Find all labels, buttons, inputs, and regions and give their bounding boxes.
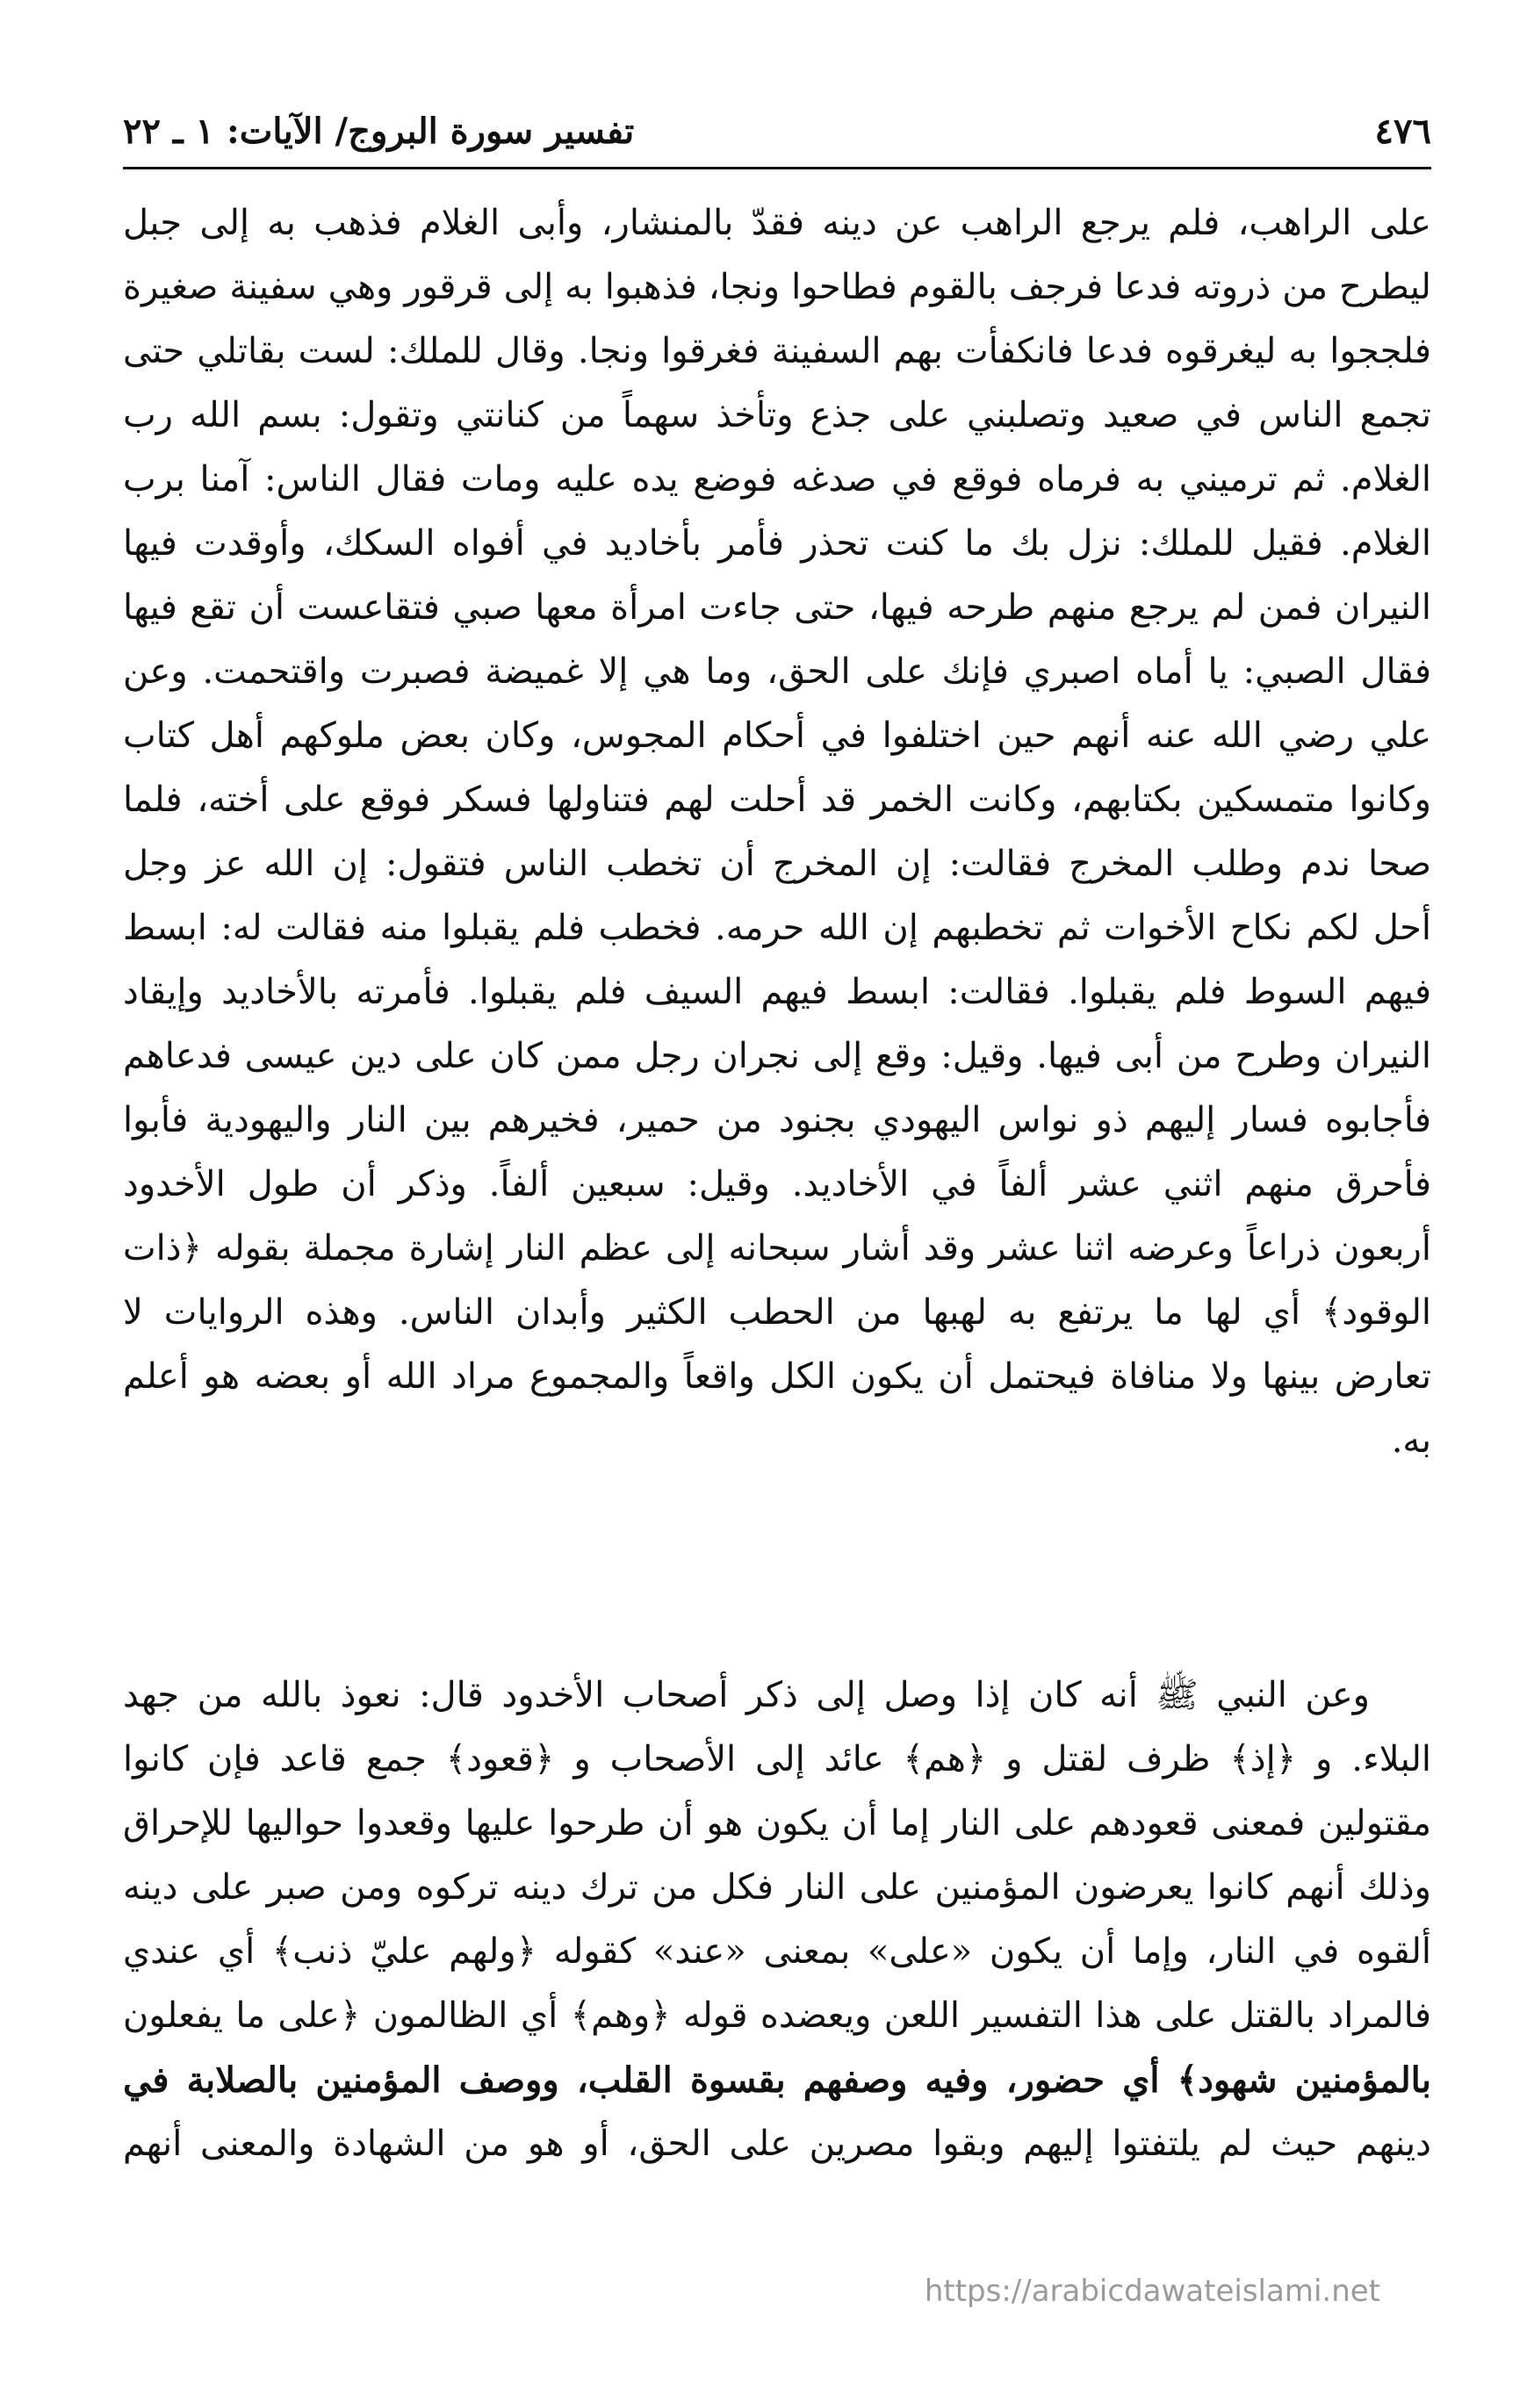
page-number: ٤٧٦ — [1374, 111, 1431, 152]
text-line: فقال الصبي: يا أماه اصبري فإنك على الحق، وما هي إلا غميضة فصبرت واقتحمت. وعن — [123, 651, 1431, 692]
text-line: فأجابوه فسار إليهم ذو نواس اليهودي بجنود من حمير، فخيرهم بين النار واليهودية فأبوا — [123, 1100, 1431, 1140]
text-line: وعن النبي ﷺ أنه كان إذا وصل إلى ذكر أصحاب الأخدود قال: نعوذ بالله من جهد — [123, 1675, 1370, 1715]
text-line: فلججوا به ليغرقوه فدعا فانكفأت بهم السفينة فغرقوا ونجا. وقال للملك: لست بقاتلي حتى — [123, 331, 1431, 371]
text-line: الغلام. فقيل للملك: نزل بك ما كنت تحذر فأمر بأخاديد في أفواه السكك، وأوقدت فيها — [123, 523, 1431, 564]
text-line: فيهم السوط فلم يقبلوا. فقالت: ابسط فيهم السيف فلم يقبلوا. فأمرته بالأخاديد وإيقاد — [123, 972, 1431, 1012]
watermark-url: https://arabicdawateislami.net — [924, 2274, 1380, 2309]
text-line: به. — [1391, 1420, 1431, 1461]
text-line: أحل لكم نكاح الأخوات ثم تخطبهم إن الله حرمه. فخطب فلم يقبلوا منه فقالت له: ابسط — [123, 908, 1431, 948]
paragraph-1 — [123, 191, 1431, 1473]
text-line: الوقود﴾ أي لها ما يرتفع به لهبها من الحطب الكثير وأبدان الناس. وهذه الروايات لا — [123, 1292, 1431, 1333]
text-line: ألقوه في النار، وإما أن يكون «على» بمعنى «عند» كقوله ﴿ولهم عليّ ذنب﴾ أي عندي — [123, 1931, 1431, 1972]
text-line: تعارض بينها ولا منافاة فيحتمل أن يكون الكل واقعاً والمجموع مراد الله أو بعضه هو أعلم — [123, 1356, 1431, 1397]
text-line: فأحرق منهم اثني عشر ألفاً في الأخاديد. وقيل: سبعين ألفاً. وذكر أن طول الأخدود — [123, 1164, 1431, 1204]
text-line: النيران فمن لم يرجع منهم طرحه فيها، حتى جاءت امرأة معها صبي فتقاعست أن تقع فيها — [123, 587, 1431, 628]
text-line: علي رضي الله عنه أنهم حين اختلفوا في أحكام المجوس، وكان بعض ملوكهم أهل كتاب — [123, 715, 1431, 756]
text-line: صحا ندم وطلب المخرج فقالت: إن المخرج أن تخطب الناس فتقول: إن الله عز وجل — [123, 844, 1431, 884]
header-rule — [123, 167, 1431, 169]
text-line: الغلام. ثم ترميني به فرماه فوقع في صدغه فوضع يده عليه ومات فقال الناس: آمنا برب — [123, 459, 1431, 500]
text-line: النيران وطرح من أبى فيها. وقيل: وقع إلى نجران رجل ممن كان على دين عيسى فدعاهم — [123, 1036, 1431, 1076]
text-line: على الراهب، فلم يرجع الراهب عن دينه فقدّ بالمنشار، وأبى الغلام فذهب به إلى جبل — [123, 203, 1431, 243]
running-title: تفسير سورة البروج/ الآيات: ١ ـ ٢٢ — [123, 111, 635, 152]
text-line: فالمراد بالقتل على هذا التفسير اللعن ويعضده قوله ﴿وهم﴾ أي الظالمون ﴿على ما يفعلون — [123, 1995, 1431, 2036]
text-line: تجمع الناس في صعيد وتصلبني على جذع وتأخذ سهماً من كنانتي وتقول: بسم الله رب — [123, 395, 1431, 435]
text-line: ليطرح من ذروته فدعا فرجف بالقوم فطاحوا ونجا، فذهبوا به إلى قرقور وهي سفينة صغيرة — [123, 267, 1431, 307]
text-line: وكانوا متمسكين بكتابهم، وكانت الخمر قد أحلت لهم فتناولها فسكر فوقع على أخته، فلما — [123, 780, 1431, 820]
text-line: أربعون ذراعاً وعرضه اثنا عشر وقد أشار سبحانه إلى عظم النار إشارة مجملة بقوله ﴿ذات — [123, 1228, 1431, 1269]
text-line: بالمؤمنين شهود﴾ أي حضور، وفيه وصفهم بقسوة القلب، ووصف المؤمنين بالصلابة في — [123, 2059, 1431, 2101]
paragraph-2 — [123, 1664, 1431, 2176]
text-line: دينهم حيث لم يلتفتوا إليهم وبقوا مصرين على الحق، أو هو من الشهادة والمعنى أنهم — [123, 2124, 1431, 2164]
text-line: وذلك أنهم كانوا يعرضون المؤمنين على النار فكل من ترك دينه تركوه ومن صبر على دينه — [123, 1867, 1431, 1908]
page-header — [123, 105, 1431, 167]
text-line: البلاء. و ﴿إذ﴾ ظرف لقتل و ﴿هم﴾ عائد إلى الأصحاب و ﴿قعود﴾ جمع قاعد فإن كانوا — [123, 1739, 1431, 1779]
text-line: مقتولين فمعنى قعودهم على النار إما أن يكون هو أن طرحوا عليها وقعدوا حواليها للإحراق — [123, 1803, 1431, 1844]
